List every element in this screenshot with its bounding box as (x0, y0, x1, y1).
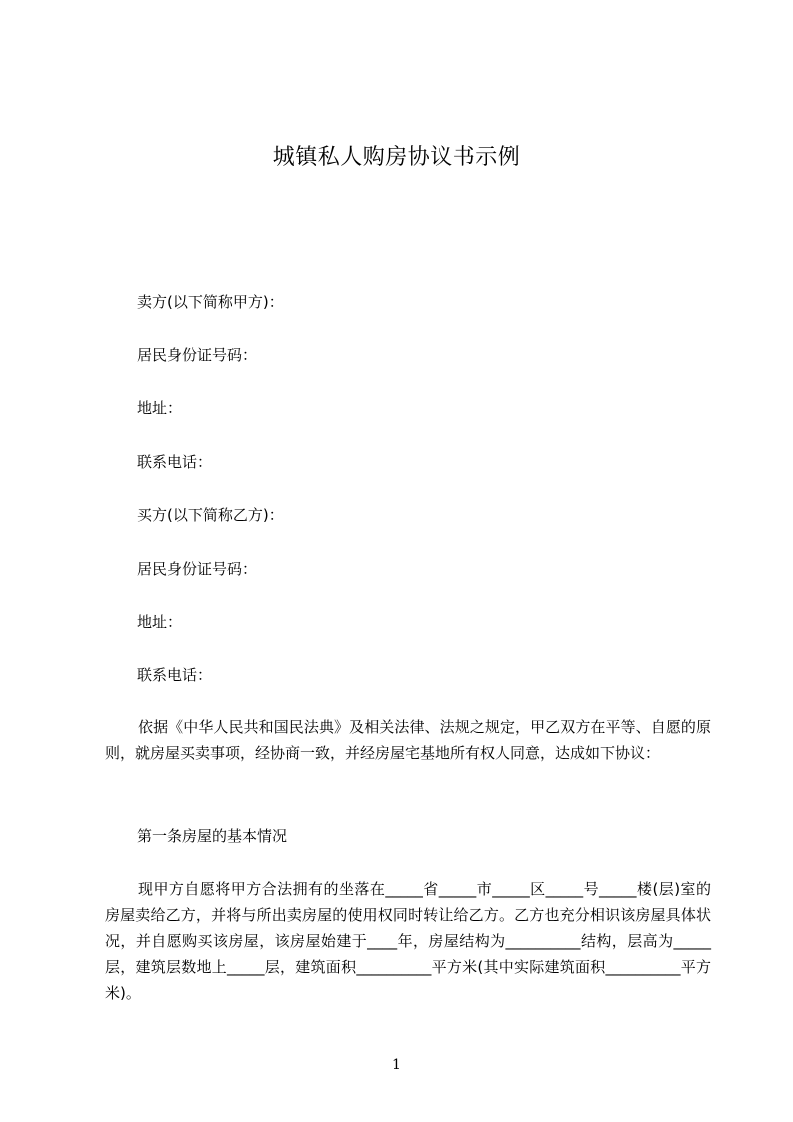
seller-phone-label: 联系电话： (137, 453, 213, 471)
buyer-address-label: 地址： (137, 613, 183, 631)
preamble-paragraph: 依据《中华人民共和国民法典》及相关法律、法规之规定，甲乙双方在平等、自愿的原则，就房屋买卖事项，经协商一致，并经房屋宅基地所有权人同意，达成如下协议： (105, 718, 711, 762)
buyer-phone-label: 联系电话： (137, 666, 213, 684)
seller-label: 卖方(以下简称甲方)： (137, 293, 284, 311)
seller-id-number-label: 居民身份证号码： (137, 346, 258, 364)
article-1-heading: 第一条房屋的基本情况 (137, 827, 288, 845)
article-1-body: 现甲方自愿将甲方合法拥有的坐落在_____省_____市_____区_____号_____楼(层)室的房屋卖给乙方，并将与所出卖房屋的使用权同时转让给乙方。乙方也充分相识该房屋具体状况，并自愿购买该房屋，该房屋始建于____年，房屋结构为__________结构，层高为_____层，建筑层数地上_____层，建筑面积__________平方米(其中实际建筑面积__________平方米)。 (105, 880, 711, 1002)
document-title: 城镇私人购房协议书示例 (272, 145, 521, 170)
buyer-label: 买方(以下简称乙方)： (137, 506, 284, 524)
page-number: 1 (392, 1057, 401, 1073)
seller-address-label: 地址： (137, 399, 183, 417)
buyer-id-number-label: 居民身份证号码： (137, 560, 258, 578)
